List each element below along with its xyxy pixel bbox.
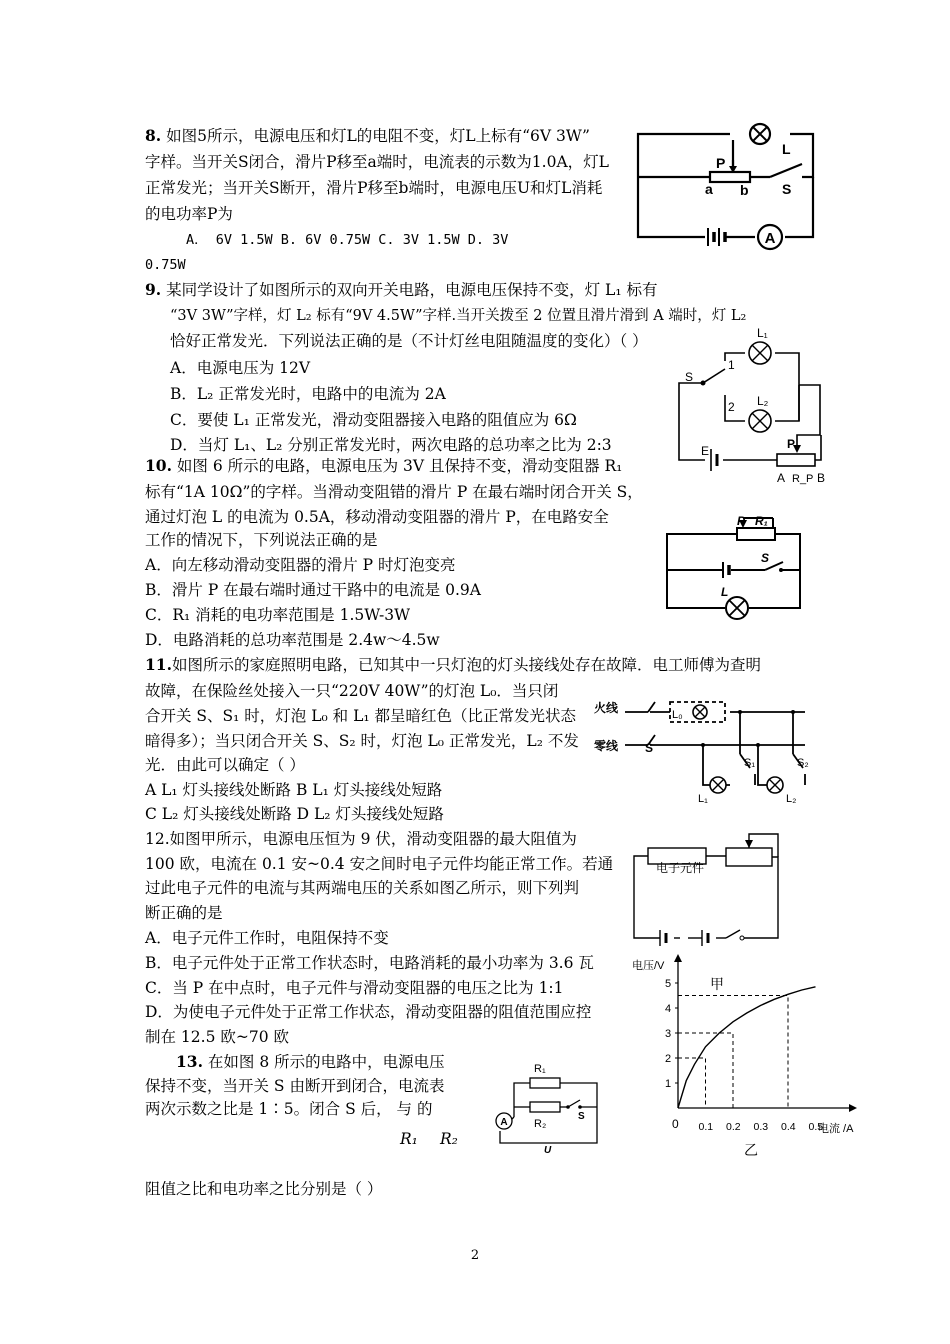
q12-caption-jia: 甲 <box>710 976 724 992</box>
q8-options: A． 6V 1.5W B. 6V 0.75W C. 3V 1.5W D. 3V <box>186 232 509 248</box>
q10-label-l: L <box>721 585 729 599</box>
q8-number: 8. <box>145 126 162 145</box>
q11-line-2: 故障，在保险丝处接入一只“220V 40W”的灯泡 L₀．当只闭 <box>145 682 559 700</box>
q11-label-l2: L₂ <box>786 793 797 805</box>
q11-options-ab: A L₁ 灯头接线处断路 B L₁ 灯头接线处短路 <box>145 781 443 799</box>
q10-line-3: 通过灯泡 L 的电流为 0.5A，移动滑动变阻器的滑片 P，在电路安全 <box>145 508 609 526</box>
q9-battery <box>711 449 717 471</box>
q10-label-s: S <box>761 551 770 565</box>
q12-option-d: D．为使电子元件处于正常工作状态，滑动变阻器的阻值范围应控 <box>145 1003 592 1021</box>
q9-text-1: 某同学设计了如图所示的双向开关电路，电源电压保持不变，灯 L₁ 标有 <box>166 281 658 299</box>
q12-element-label: 电子元件 <box>656 861 705 875</box>
q13-circuit-figure <box>492 1055 607 1155</box>
q9-label-s: S <box>685 370 694 384</box>
q13-r1-symbol: R₁ <box>400 1130 418 1148</box>
q11-label-s1: S₁ <box>744 757 756 769</box>
chart-y-tick-label: 1 <box>665 1078 672 1090</box>
q12-option-a: A．电子元件工作时，电阻保持不变 <box>145 929 389 947</box>
chart-x-tick-label: 0.2 <box>726 1121 741 1133</box>
q10-battery <box>723 562 729 578</box>
q9-label-b: B <box>817 471 826 485</box>
q12-iu-chart <box>630 955 870 1165</box>
q9-option-b: B．L₂ 正常发光时，电路中的电流为 2A <box>170 385 446 403</box>
q8-options-tail: 0.75W <box>145 257 186 273</box>
chart-x-tick-label: 0.4 <box>781 1121 796 1133</box>
chart-x-tick-label: 0.1 <box>698 1121 714 1133</box>
q8-lamp <box>750 124 770 144</box>
chart-y-tick-label: 4 <box>665 1003 672 1015</box>
q11-line-4: 暗得多）；当只闭合开关 S、S₂ 时，灯泡 L₀ 正常发光，L₂ 不发 <box>145 732 579 750</box>
q8-battery <box>708 228 725 246</box>
q11-text-1: 如图所示的家庭照明电路，已知其中一只灯泡的灯头接线处存在故障．电工师傅为查明 <box>171 656 761 674</box>
chart-y-axis-label: 电压/V <box>632 960 665 972</box>
q10-option-d: D．电路消耗的总功率范围是 2.4w～4.5w <box>145 631 440 649</box>
q11-label-l1: L₁ <box>698 793 708 805</box>
q8-label-s: S <box>782 181 792 197</box>
q9-circuit-figure <box>665 325 835 485</box>
q8-circuit-figure <box>630 122 820 247</box>
q9-label-p: P <box>787 437 796 451</box>
q9-label-2: 2 <box>728 400 735 414</box>
q11-line-5: 光．由此可以确定（ ） <box>145 756 305 774</box>
q10-number: 10. <box>145 456 172 475</box>
q11-label-s: S <box>645 741 654 755</box>
q12-caption-yi: 乙 <box>744 1142 758 1158</box>
q8-line-2: 字样。当开关S闭合，滑片P移至a端时，电流表的示数为1.0A，灯L <box>145 153 609 171</box>
q9-option-a: A．电源电压为 12V <box>170 359 311 377</box>
q9-option-c: C．要使 L₁ 正常发光，滑动变阻器接入电路的阻值应为 6Ω <box>170 411 577 429</box>
q8-line-3: 正常发光；当开关S断开，滑片P移至b端时，电源电压U和灯L消耗 <box>145 179 603 197</box>
q13-label-u: U <box>544 1145 552 1156</box>
chart-x-axis-label: 电流 /A <box>818 1123 854 1135</box>
q8-label-a: a <box>705 181 713 197</box>
q13-number: 13. <box>176 1052 203 1071</box>
q9-label-1: 1 <box>728 358 735 372</box>
q13-label-r1: R₁ <box>534 1063 546 1075</box>
q8-ammeter-label: A <box>764 230 776 247</box>
q13-label-s: S <box>578 1111 585 1122</box>
q8-label-p: P <box>716 155 726 171</box>
q9-label-e: E <box>701 444 710 458</box>
q10-option-b: B．滑片 P 在最右端时通过干路中的电流是 0.9A <box>145 581 481 599</box>
chart-y-arrow <box>674 954 682 962</box>
q9-label-l2: L₂ <box>757 394 769 408</box>
q13-line-2: 保持不变，当开关 S 由断开到闭合，电流表 <box>145 1077 445 1095</box>
q10-line-1 <box>145 455 622 477</box>
chart-series-line <box>678 987 816 1108</box>
chart-x-tick-label: 0 <box>672 1117 679 1131</box>
q12-line-4: 断正确的是 <box>145 904 223 922</box>
q8-line-1 <box>145 125 590 147</box>
q9-line-3: 恰好正常发光．下列说法正确的是（不计灯丝电阻随温度的变化）（ ） <box>170 332 648 350</box>
q11-lamp-l0 <box>693 705 707 719</box>
q8-line-4: 的电功率P为 <box>145 205 233 223</box>
q10-label-r1: R₁ <box>755 514 768 528</box>
q9-label-l1: L₁ <box>757 326 768 340</box>
chart-guide-line <box>678 1058 706 1108</box>
q8-text-1: 如图5所示，电源电压和灯L的电阻不变，灯L上标有“6V 3W” <box>166 127 590 145</box>
q10-line-4: 工作的情况下，下列说法正确的是 <box>145 531 378 549</box>
q11-lamp-l2 <box>767 777 783 793</box>
q13-label-r2: R₂ <box>534 1118 547 1130</box>
q11-label-l0: L₀ <box>672 709 683 721</box>
q9-line-2: “3V 3W”字样，灯 L₂ 标有“9V 4.5W”字样.当开关拨至 2 位置且滑片滑到 A 端时，灯 L₂ <box>170 308 747 324</box>
q11-label-neutral: 零线 <box>594 739 619 753</box>
q11-number: 11. <box>145 655 172 674</box>
q10-option-c: C．R₁ 消耗的电功率范围是 1.5W-3W <box>145 606 411 624</box>
q13-last-line: 阻值之比和电功率之比分别是（ ） <box>145 1180 383 1198</box>
q11-line-3: 合开关 S、S₁ 时，灯泡 L₀ 和 L₁ 都呈暗红色（比正常发光状态 <box>145 707 577 725</box>
q9-label-a: A <box>777 471 786 485</box>
chart-y-tick-label: 5 <box>665 978 672 990</box>
page-number: 2 <box>470 1248 480 1263</box>
q10-line-2: 标有“1A 10Ω”的字样。当滑动变阻错的滑片 P 在最右端时闭合开关 S， <box>145 483 643 501</box>
chart-x-arrow <box>849 1104 857 1112</box>
q10-option-a: A．向左移动滑动变阻器的滑片 P 时灯泡变亮 <box>145 556 456 574</box>
q13-text-1: 在如图 8 所示的电路中，电源电压 <box>207 1053 445 1071</box>
q9-label-rp: R_P <box>792 473 814 485</box>
q11-label-live: 火线 <box>594 701 619 715</box>
q9-lamp-l2 <box>749 410 771 432</box>
q12-line-2: 100 欧，电流在 0.1 安~0.4 安之间时电子元件均能正常工作。若通 <box>145 855 614 873</box>
q8-label-b: b <box>740 182 749 198</box>
q10-text-1: 如图 6 所示的电路，电源电压为 3V 且保持不变，滑动变阻器 R₁ <box>176 457 623 475</box>
q13-r2-symbol: R₂ <box>440 1130 458 1148</box>
chart-y-tick-label: 3 <box>665 1028 672 1040</box>
q13-ammeter-label: A <box>500 1117 508 1128</box>
q13-line-3: 两次示数之比是 1∶5。闭合 S 后， 与 的 <box>145 1100 433 1118</box>
q11-lamp-l1 <box>710 777 726 793</box>
q11-circuit-figure <box>590 690 810 805</box>
q9-line-1 <box>145 279 658 301</box>
chart-y-tick-label: 2 <box>665 1053 672 1065</box>
q11-line-1 <box>145 654 761 676</box>
q11-label-s2: S₂ <box>797 757 809 769</box>
q12-circuit-figure <box>630 820 790 950</box>
q10-label-p: P <box>737 514 746 528</box>
q12-option-c: C．当 P 在中点时，电子元件与滑动变阻器的电压之比为 1:1 <box>145 979 564 997</box>
chart-x-tick-label: 0.5 <box>808 1121 824 1133</box>
q10-circuit-figure <box>665 512 810 624</box>
q9-number: 9. <box>145 280 162 299</box>
q12-option-b: B．电子元件处于正常工作状态时，电路消耗的最小功率为 3.6 瓦 <box>145 954 594 972</box>
q12-line-1: 12.如图甲所示，电源电压恒为 9 伏，滑动变阻器的最大阻值为 <box>145 830 577 848</box>
q9-lamp-l1 <box>749 342 771 364</box>
q9-option-d: D．当灯 L₁、L₂ 分别正常发光时，两次电路的总功率之比为 2:3 <box>170 436 612 454</box>
q10-lamp <box>726 597 748 619</box>
q13-line-1 <box>176 1051 445 1073</box>
q11-options-cd: C L₂ 灯头接线处断路 D L₂ 灯头接线处短路 <box>145 805 444 823</box>
q12-option-d-cont: 制在 12.5 欧~70 欧 <box>145 1028 290 1046</box>
chart-x-tick-label: 0.3 <box>753 1121 769 1133</box>
q12-line-3: 过此电子元件的电流与其两端电压的关系如图乙所示，则下列判 <box>145 879 580 897</box>
q8-label-l: L <box>782 141 791 157</box>
